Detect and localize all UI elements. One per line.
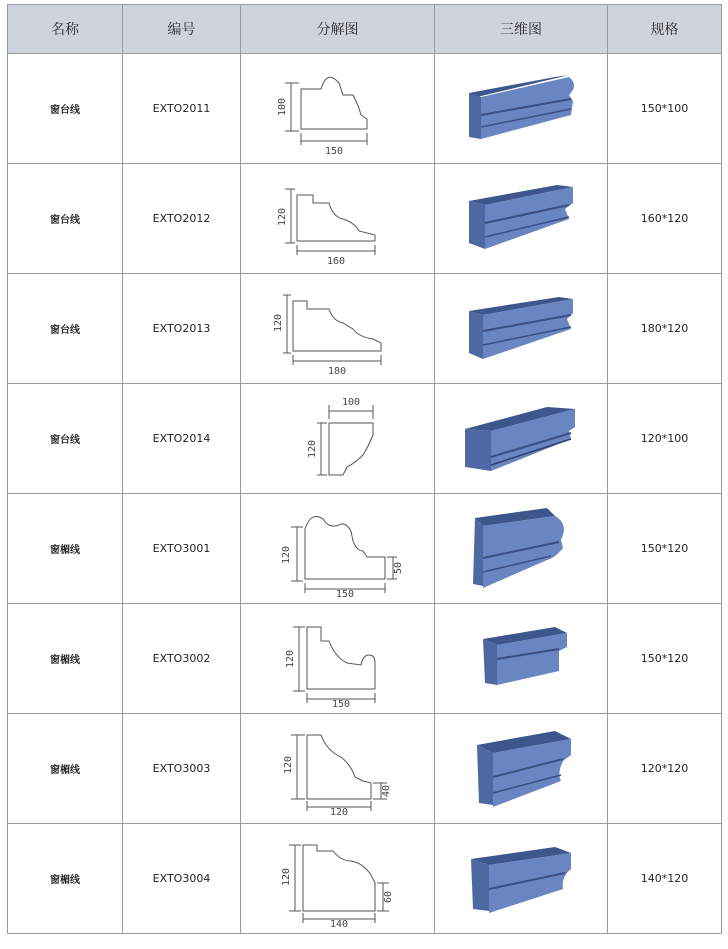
dim-height: 120: [280, 867, 292, 886]
header-spec: 规格: [608, 5, 722, 54]
3d-model-image: [451, 289, 591, 369]
section-drawing: [241, 494, 435, 604]
section-drawing: [241, 164, 435, 274]
table-row: [8, 714, 722, 824]
product-spec: 140*120: [608, 824, 722, 934]
header-code: 编号: [123, 5, 241, 54]
dim-width: 140: [329, 918, 348, 927]
table-row: [8, 54, 722, 164]
3d-model-image: [451, 619, 591, 699]
dim-width: 180: [327, 365, 346, 377]
dim-width: 150: [335, 588, 354, 597]
product-name: 窗台线: [8, 274, 123, 384]
product-code: EXTO3003: [123, 714, 241, 824]
product-name: 窗台线: [8, 54, 123, 164]
header-section-drawing: 分解图: [241, 5, 435, 54]
3d-model: [435, 604, 608, 714]
header-row: [8, 5, 722, 54]
product-spec: 160*120: [608, 164, 722, 274]
table-row: [8, 604, 722, 714]
product-spec: 120*100: [608, 384, 722, 494]
product-spec: 150*100: [608, 54, 722, 164]
product-name: 窗楣线: [8, 824, 123, 934]
product-code: EXTO2012: [123, 164, 241, 274]
dim-width: 150: [324, 145, 343, 157]
3d-model: [435, 824, 608, 934]
dim-height: 120: [276, 207, 288, 226]
3d-model: [435, 54, 608, 164]
3d-model-image: [451, 839, 591, 919]
dim-height: 120: [282, 755, 294, 774]
dim-return: 50: [392, 561, 404, 574]
table-row: [8, 164, 722, 274]
dim-height: 120: [306, 439, 318, 458]
table-row: [8, 494, 722, 604]
section-drawing-image: [263, 721, 413, 817]
section-drawing-image: [263, 391, 413, 487]
table-row: [8, 274, 722, 384]
product-spec: 180*120: [608, 274, 722, 384]
table-row: [8, 384, 722, 494]
3d-model-image: [451, 506, 591, 592]
section-drawing-image: [263, 611, 413, 707]
3d-model: [435, 274, 608, 384]
section-drawing-image: [263, 831, 413, 927]
section-drawing: [241, 54, 435, 164]
dim-height: 120: [272, 313, 284, 332]
product-name: 窗楣线: [8, 494, 123, 604]
header-3d-view: 三维图: [435, 5, 608, 54]
product-code: EXTO3002: [123, 604, 241, 714]
section-drawing: [241, 384, 435, 494]
section-drawing-image: [263, 61, 413, 157]
product-spec: 150*120: [608, 604, 722, 714]
section-drawing: [241, 604, 435, 714]
product-name: 窗台线: [8, 384, 123, 494]
product-name: 窗楣线: [8, 714, 123, 824]
3d-model: [435, 494, 608, 604]
product-spec: 120*120: [608, 714, 722, 824]
product-code: EXTO3004: [123, 824, 241, 934]
dim-return: 60: [382, 890, 394, 903]
section-drawing: [241, 714, 435, 824]
dim-height: 120: [284, 649, 296, 668]
3d-model: [435, 714, 608, 824]
dim-height: 100: [276, 97, 288, 116]
3d-model-image: [451, 399, 591, 479]
section-drawing: [241, 274, 435, 384]
section-drawing-image: [263, 501, 413, 597]
section-drawing: [241, 824, 435, 934]
table-row: [8, 824, 722, 934]
3d-model-image: [451, 727, 591, 811]
product-spec: 150*120: [608, 494, 722, 604]
dim-width: 100: [341, 396, 360, 408]
3d-model-image: [451, 69, 591, 149]
product-name: 窗楣线: [8, 604, 123, 714]
dim-width: 160: [326, 255, 345, 267]
3d-model: [435, 384, 608, 494]
section-drawing-image: [263, 171, 413, 267]
product-name: 窗台线: [8, 164, 123, 274]
dim-width: 150: [331, 698, 350, 707]
product-code: EXTO2014: [123, 384, 241, 494]
3d-model-image: [451, 179, 591, 259]
product-table: [7, 4, 722, 934]
3d-model: [435, 164, 608, 274]
product-code: EXTO2013: [123, 274, 241, 384]
dim-width: 120: [329, 806, 348, 817]
product-code: EXTO3001: [123, 494, 241, 604]
dim-height: 120: [280, 545, 292, 564]
dim-return: 40: [380, 784, 392, 797]
section-drawing-image: [263, 281, 413, 377]
product-code: EXTO2011: [123, 54, 241, 164]
header-name: 名称: [8, 5, 123, 54]
product-sheet: [7, 4, 721, 934]
